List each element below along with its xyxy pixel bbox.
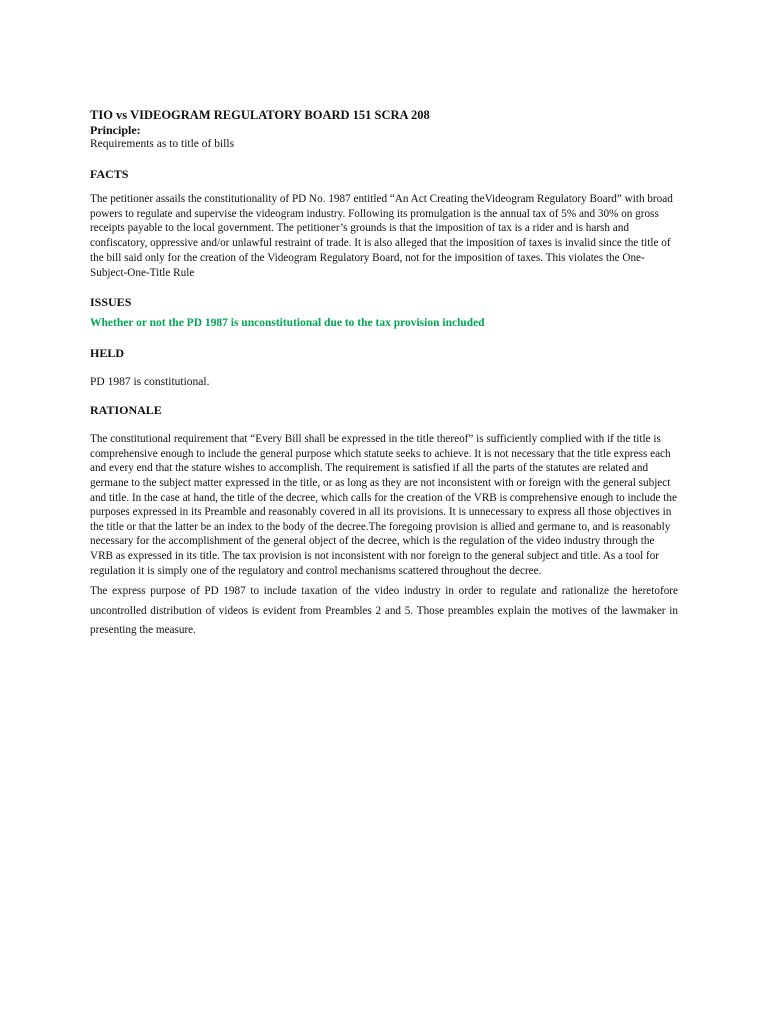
document-page — [90, 108, 678, 641]
held-text: PD 1987 is constitutional. — [90, 376, 210, 389]
held-heading: HELD — [90, 346, 125, 361]
rationale-text-1: The constitutional requirement that “Every Bill shall be expressed in the title thereof” is sufficiently complied with if the title is comprehensive enough to include the general purpose which statute seeks to achieve. It is not necessary that the title express each and every end that the stature wishes to accomplish. The requirement is satisfied if all the parts of the statutes are related and germane to the subject matter expressed in the title, or as long as they are not inconsistent with or foreign with the general subject and title. In the case at hand, the title of the decree, which calls for the creation of the VRB is comprehensive enough to include the purposes expressed in its Preamble and reasonably covered in all its provisions. It is unnecessary to express all those objectives in the title or that the latter be an index to the body of the decree.The foregoing provision is allied and germane to, and is reasonably necessary for the accomplishment of the general object of the decree, which is the regulation of the video industry through the VRB as expressed in its title. The tax provision is not inconsistent with nor foreign to the general subject and title. As a tool for regulation it is simply one of the regulatory and control mechanisms scattered throughout the decree. — [90, 433, 677, 577]
rationale-heading: RATIONALE — [90, 403, 162, 418]
principle-text: Requirements as to title of bills — [90, 138, 235, 150]
case-title: TIO vs VIDEOGRAM REGULATORY BOARD 151 SCRA 208 — [90, 108, 430, 122]
issue-text: Whether or not the PD 1987 is unconstitutional due to the tax provision included — [90, 317, 485, 330]
issues-heading: ISSUES — [90, 295, 132, 310]
facts-text: The petitioner assails the constitutionality of PD No. 1987 entitled “An Act Creating theVideogram Regulatory Board” with broad powers to regulate and supervise the videogram industry. Following its promulgation is the annual tax of 5% and 30% on gross receipts payable to the local government. The petitioner’s grounds is that the imposition of tax is a rider and is harsh and confiscatory, oppressive and/or unlawful restraint of trade. It is also alleged that the imposition of taxes is invalid since the title of the bill said only for the creation of the Videogram Regulatory Board, not for the imposition of taxes. This violates the One-Subject-One-Title Rule — [90, 193, 673, 279]
principle-label: Principle: — [90, 123, 141, 137]
rationale-text-2: The express purpose of PD 1987 to include taxation of the video industry in order to regulate and rationalize the heretofore uncontrolled distribution of videos is evident from Preambles 2 and 5. Those preambles explain the motives of the lawmaker in presenting the measure. — [90, 585, 678, 637]
facts-heading: FACTS — [90, 167, 129, 181]
